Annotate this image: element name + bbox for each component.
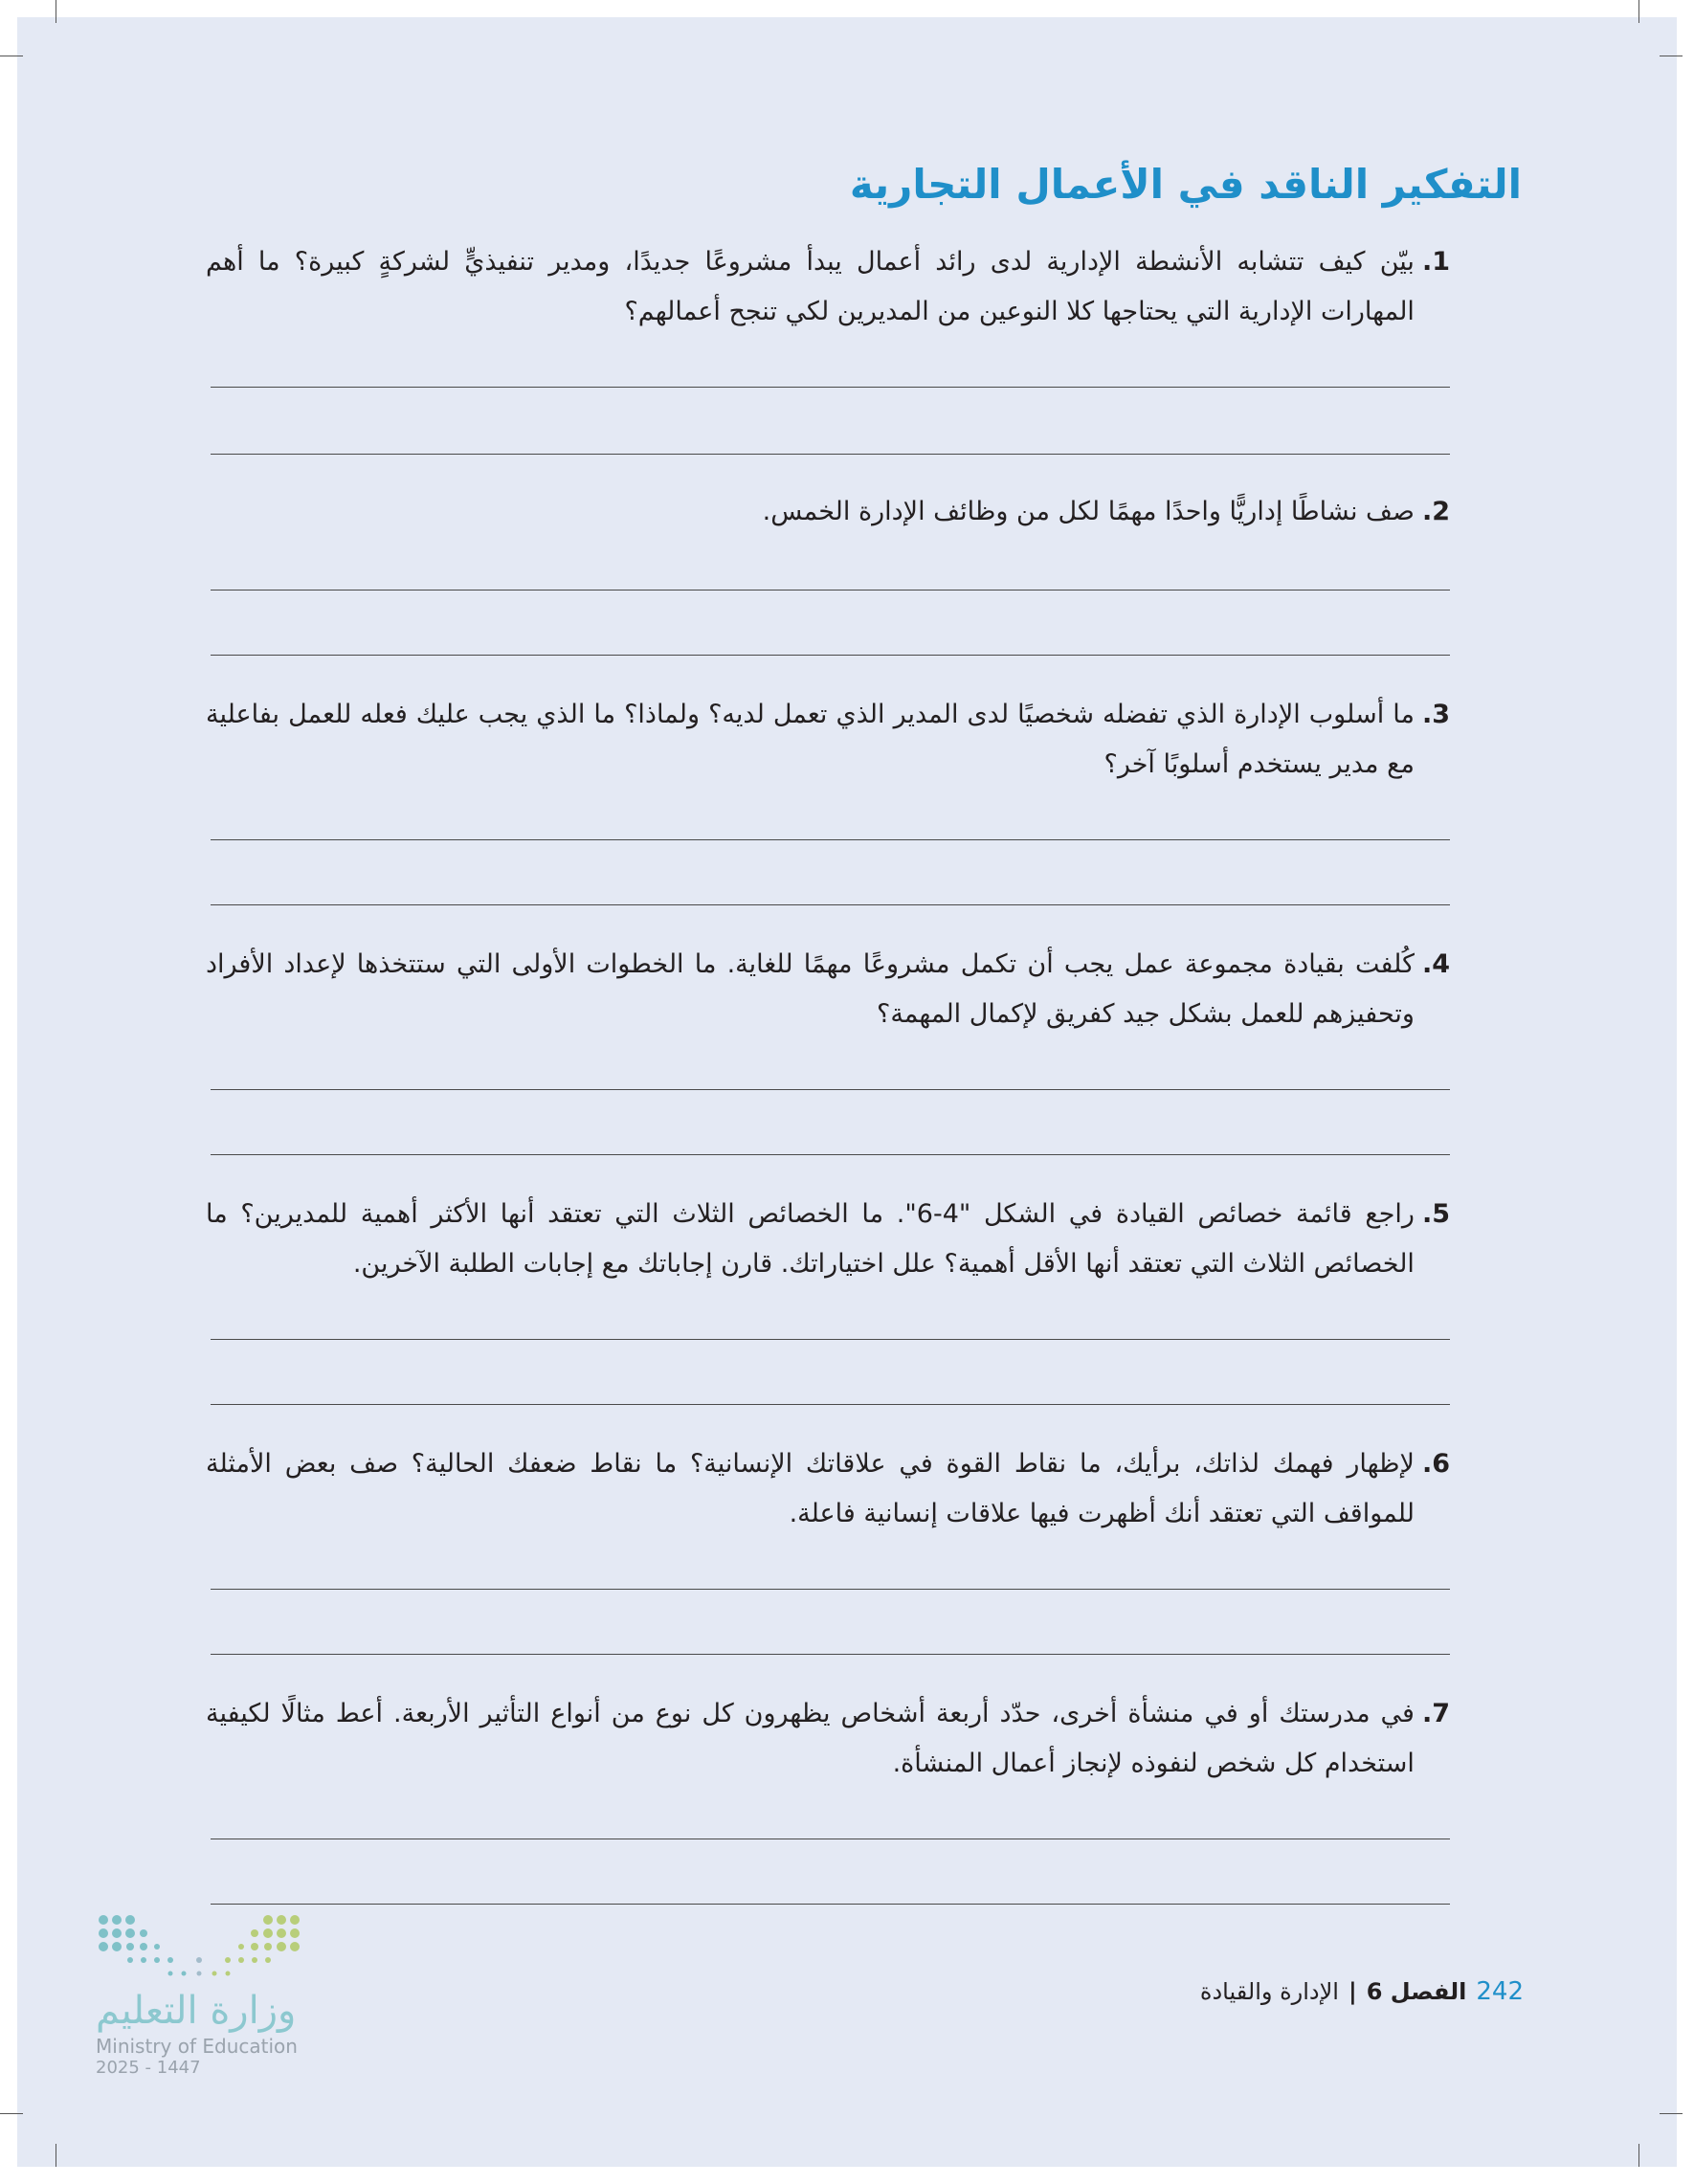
question-1	[206, 237, 1450, 455]
answer-line[interactable]	[211, 454, 1450, 455]
question-6	[206, 1439, 1450, 1655]
question-text: ما أسلوب الإدارة الذي تفضله شخصيًا لدى المدير الذي تعمل لديه؟ ولماذا؟ ما الذي يجب عليك فعله للعمل بفاعلية مع مدير يستخدم أسلوبًا آخر؟	[206, 700, 1415, 779]
question-list	[206, 237, 1450, 1905]
section-label: الإدارة والقيادة	[1199, 1978, 1339, 2005]
question-number: 4.	[1421, 949, 1450, 979]
answer-line[interactable]	[211, 1339, 1450, 1340]
page-footer	[1200, 1977, 1524, 2006]
question-number: 7.	[1421, 1699, 1450, 1728]
answer-line[interactable]	[211, 590, 1450, 591]
question-number: 1.	[1421, 247, 1450, 277]
question-number: 6.	[1421, 1449, 1450, 1479]
ministry-logo	[96, 1912, 316, 2078]
question-4	[206, 940, 1450, 1155]
ministry-dots-icon	[96, 1912, 306, 1981]
answer-line[interactable]	[211, 839, 1450, 840]
crop-mark-top-right	[1638, 0, 1639, 23]
page-number: 242	[1476, 1977, 1524, 2006]
question-text: بيّن كيف تتشابه الأنشطة الإدارية لدى رائد أعمال يبدأ مشروعًا جديدًا، ومدير تنفيذيٍّ لشركةٍ كبيرة؟ ما أهم المهارات الإدارية التي يحتاجها كلا النوعين من المديرين لكي تنجح أعمالهم؟	[206, 247, 1415, 326]
answer-line[interactable]	[211, 1654, 1450, 1655]
answer-line[interactable]	[211, 1589, 1450, 1590]
ministry-name-arabic: وزارة التعليم	[96, 1989, 297, 2033]
question-text: صف نشاطًا إداريًّا واحدًا مهمًا لكل من وظائف الإدارة الخمس.	[762, 497, 1415, 526]
question-number: 2.	[1421, 497, 1450, 526]
question-text: في مدرستك أو في منشأة أخرى، حدّد أربعة أشخاص يظهرون كل نوع من أنواع التأثير الأربعة. أعط مثالًا لكيفية استخدام كل شخص لنفوذه لإنجاز أعمال المنشأة.	[206, 1699, 1415, 1778]
chapter-label: الفصل 6	[1366, 1978, 1467, 2005]
question-text: كُلفت بقيادة مجموعة عمل يجب أن تكمل مشروعًا مهمًا للغاية. ما الخطوات الأولى التي ستتخذها لإعداد الأفراد وتحفيزهم للعمل بشكل جيد كفريق لإكمال المهمة؟	[206, 949, 1415, 1029]
question-2	[206, 487, 1450, 656]
answer-line[interactable]	[211, 1404, 1450, 1405]
footer-separator: |	[1348, 1978, 1357, 2005]
answer-line[interactable]	[211, 1904, 1450, 1905]
crop-mark-right-bottom	[1660, 2113, 1683, 2114]
answer-line[interactable]	[211, 655, 1450, 656]
question-number: 3.	[1421, 700, 1450, 729]
answer-line[interactable]	[211, 1089, 1450, 1090]
question-text: راجع قائمة خصائص القيادة في الشكل "4-6". ما الخصائص الثلاث التي تعتقد أنها الأكثر أهمية للمديرين؟ ما الخصائص الثلاث التي تعتقد أنها الأقل أهمية؟ علل اختياراتك. قارن إجاباتك مع إجابات الطلبة الآخرين.	[206, 1199, 1415, 1279]
ministry-year: 2025 - 1447	[96, 2058, 201, 2078]
question-number: 5.	[1421, 1199, 1450, 1229]
answer-line[interactable]	[211, 904, 1450, 905]
crop-mark-bottom-right	[1638, 2144, 1639, 2167]
question-3	[206, 690, 1450, 905]
question-5	[206, 1190, 1450, 1405]
page-title: التفكير الناقد في الأعمال التجارية	[849, 161, 1522, 208]
crop-mark-left-bottom	[0, 2113, 23, 2114]
question-7	[206, 1689, 1450, 1905]
ministry-name-english: Ministry of Education	[96, 2035, 298, 2058]
answer-line[interactable]	[211, 1154, 1450, 1155]
answer-line[interactable]	[211, 387, 1450, 388]
question-text: لإظهار فهمك لذاتك، برأيك، ما نقاط القوة في علاقاتك الإنسانية؟ ما نقاط ضعفك الحالية؟ صف بعض الأمثلة للمواقف التي تعتقد أنك أظهرت فيها علاقات إنسانية فاعلة.	[206, 1449, 1415, 1528]
